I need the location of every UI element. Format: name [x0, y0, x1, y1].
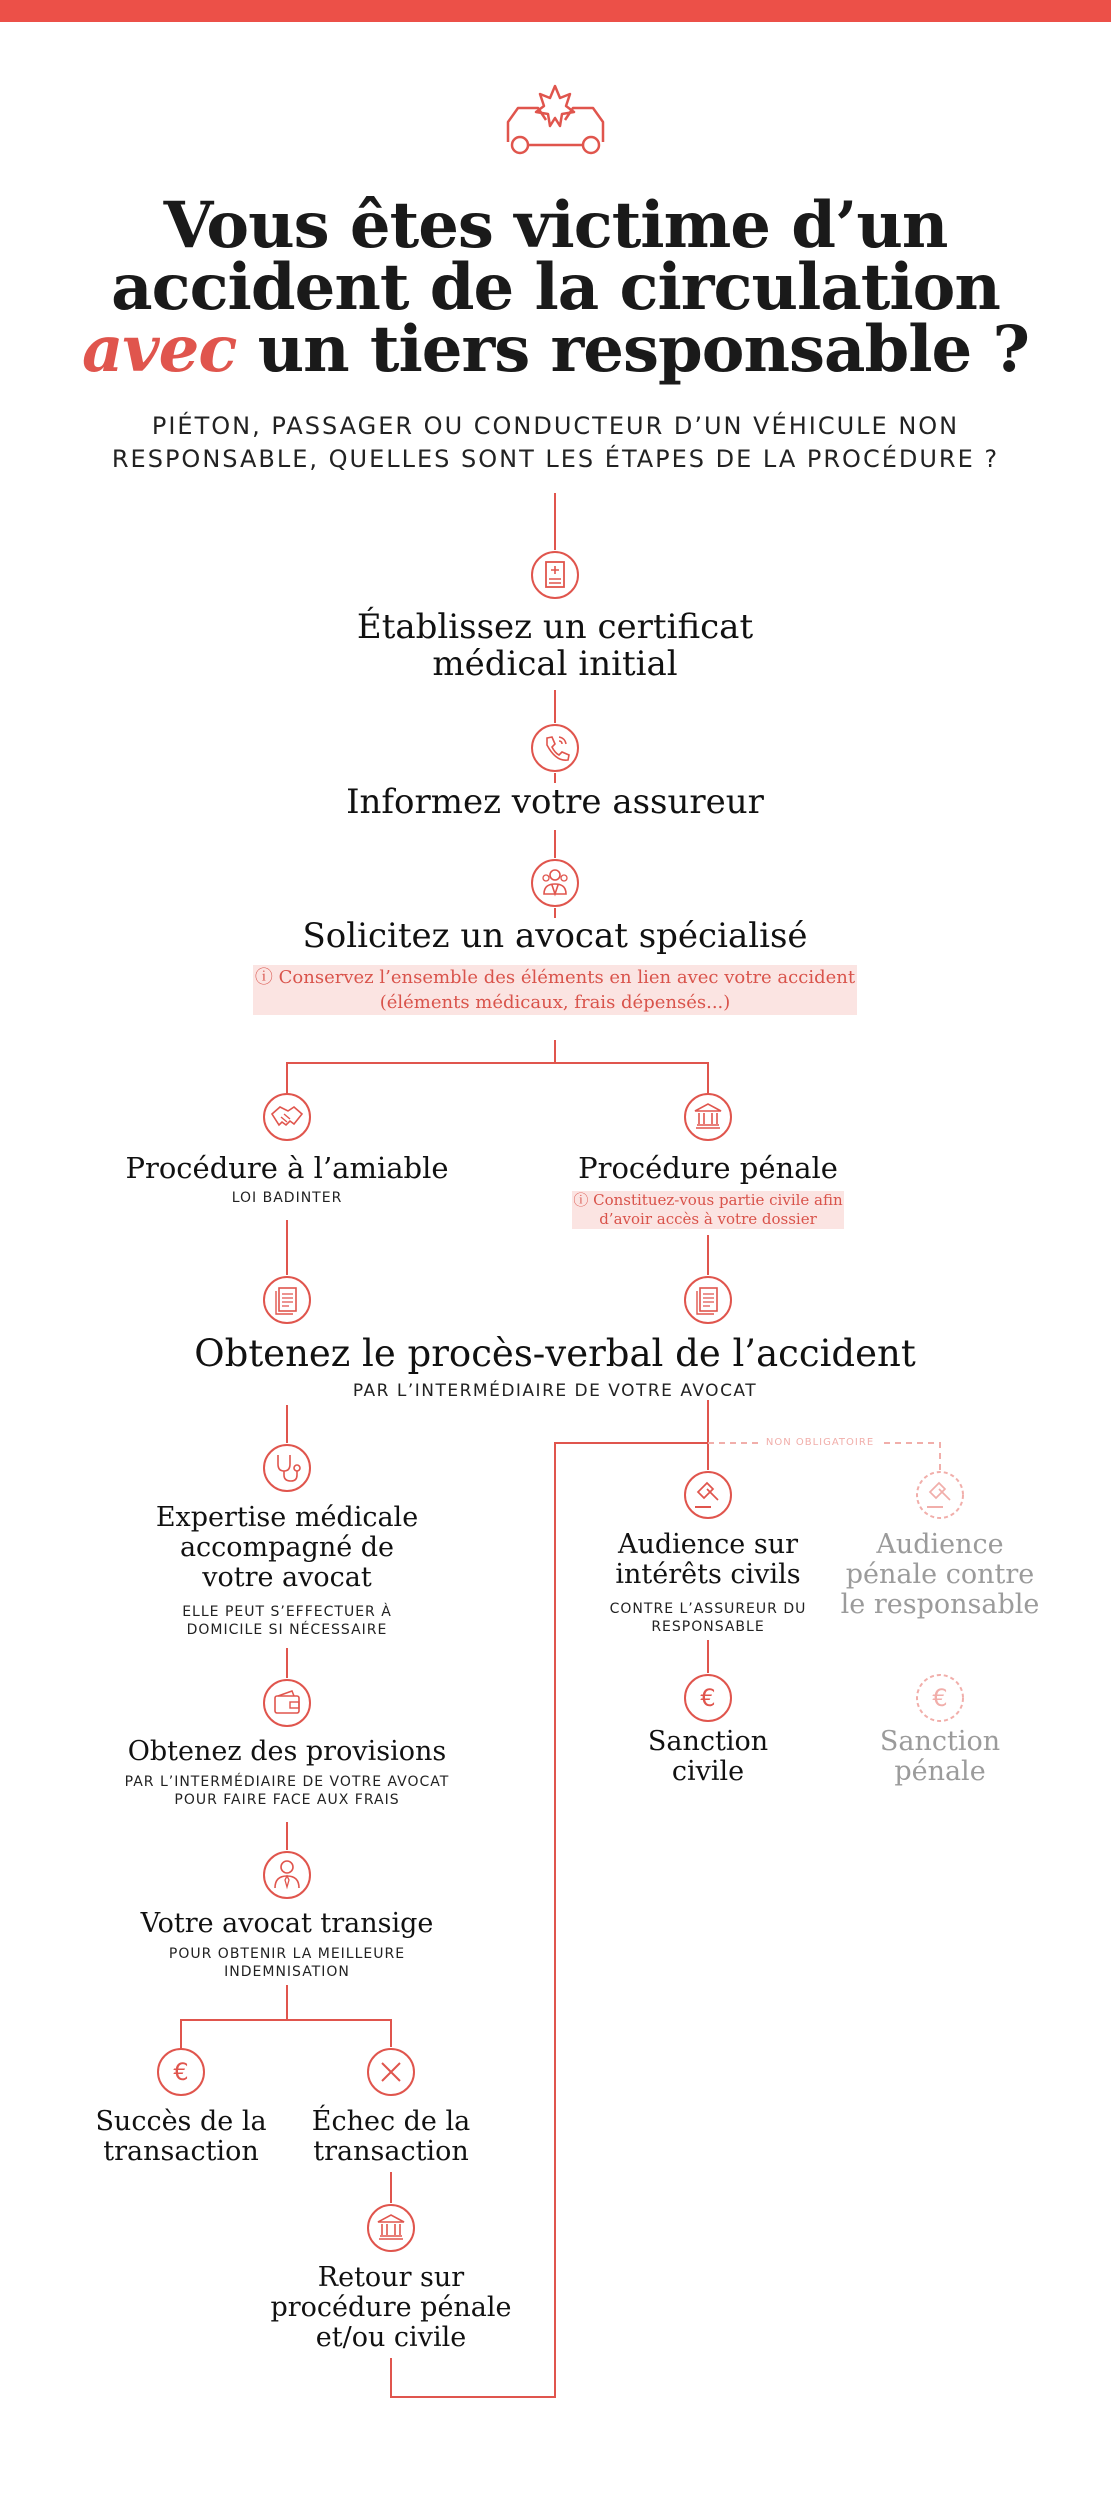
euro-icon: [683, 1673, 733, 1723]
step-provisions: Obtenez des provisions: [127, 1736, 447, 1767]
svg-text:€: €: [173, 2058, 189, 2086]
expertise-line-1: Expertise médicale: [155, 1502, 419, 1533]
step-proces-verbal: Obtenez le procès-verbal de l’accident: [194, 1332, 916, 1375]
gavel-icon: [683, 1470, 733, 1520]
step-retour: [241, 2263, 541, 2353]
penale-note-line-1: ⓘ Constituez-vous partie civile afin: [573, 1191, 843, 1209]
provisions-caption-line-2: POUR FAIRE FACE AUX FRAIS: [174, 1792, 400, 1808]
expertise-line-3: votre avocat: [202, 1562, 372, 1593]
sanction-civile-line-1: Sanction: [647, 1726, 769, 1757]
audience-penale-line-1: Audience: [876, 1529, 1004, 1560]
svg-text:€: €: [700, 1684, 716, 1712]
succes-line-2: transaction: [103, 2136, 259, 2167]
provisions-caption: [87, 1773, 487, 1809]
penale-note-line-2: d’avoir accès à votre dossier: [599, 1210, 817, 1228]
page-title: [60, 188, 1051, 387]
expertise-caption: [117, 1603, 457, 1639]
title-line-3: [60, 312, 1051, 387]
step-certificat-line-1: Établissez un certificat: [356, 607, 754, 647]
step-amiable: Procédure à l’amiable: [125, 1151, 449, 1185]
audience-civile-line-2: intérêts civils: [615, 1559, 801, 1590]
transige-caption-line-1: POUR OBTENIR LA MEILLEURE: [168, 1946, 406, 1962]
title-line-1: Vous êtes victime d’un: [163, 188, 948, 263]
pv-caption: PAR L’INTERMÉDIAIRE DE VOTRE AVOCAT: [352, 1381, 758, 1401]
retour-line-1: Retour sur: [317, 2262, 465, 2293]
expertise-caption-line-2: DOMICILE SI NÉCESSAIRE: [186, 1622, 388, 1638]
expertise-caption-line-1: ELLE PEUT S’EFFECTUER À: [182, 1604, 392, 1620]
gavel-icon: [915, 1470, 965, 1520]
courthouse-icon: [366, 2203, 416, 2253]
step-audience-penale: [820, 1530, 1060, 1620]
sanction-penale-line-2: pénale: [894, 1756, 986, 1787]
courthouse-icon: [683, 1092, 733, 1142]
avocat-info-note: [253, 965, 857, 1015]
page-subtitle: [100, 410, 1011, 476]
audience-civile-caption-line-2: RESPONSABLE: [651, 1619, 765, 1635]
euro-icon: [156, 2047, 206, 2097]
medical-document-icon: [530, 550, 580, 600]
amiable-caption: LOI BADINTER: [231, 1190, 343, 1206]
euro-icon: [915, 1673, 965, 1723]
transige-caption: [87, 1945, 487, 1981]
step-sanction-civile: [588, 1727, 828, 1787]
step-penale: Procédure pénale: [578, 1151, 838, 1185]
title-line-3-rest: un tiers responsable ?: [236, 312, 1030, 387]
report-document-icon: [683, 1275, 733, 1325]
echec-line-2: transaction: [313, 2136, 469, 2167]
person-tie-icon: [262, 1850, 312, 1900]
car-crash-icon: [498, 80, 613, 158]
step-audience-civile: [588, 1530, 828, 1590]
handshake-icon: [262, 1092, 312, 1142]
subtitle-line-2: RESPONSABLE, QUELLES SONT LES ÉTAPES DE LA PROCÉDURE ?: [111, 445, 1000, 473]
transige-caption-line-2: INDEMNISATION: [224, 1964, 350, 1980]
step-echec: [281, 2107, 501, 2167]
avocat-note-line-1: ⓘ Conservez l’ensemble des éléments en lien avec votre accident: [254, 967, 856, 988]
audience-penale-line-2: pénale contre: [845, 1559, 1035, 1590]
title-accent-word: avec: [81, 312, 237, 387]
stethoscope-icon: [262, 1443, 312, 1493]
non-obligatoire-label: NON OBLIGATOIRE: [760, 1436, 880, 1450]
audience-civile-caption: [588, 1600, 828, 1636]
audience-civile-line-1: Audience sur: [617, 1529, 798, 1560]
step-assureur: Informez votre assureur: [346, 782, 764, 822]
phone-icon: [530, 723, 580, 773]
sanction-civile-line-2: civile: [671, 1756, 745, 1787]
wallet-icon: [262, 1678, 312, 1728]
retour-line-3: et/ou civile: [315, 2322, 467, 2353]
penale-info-note: [572, 1191, 844, 1229]
svg-text:€: €: [932, 1684, 948, 1712]
avocat-note-line-2: (éléments médicaux, frais dépensés...): [379, 992, 731, 1013]
succes-line-1: Succès de la: [95, 2106, 267, 2137]
step-avocat: Solicitez un avocat spécialisé: [302, 916, 808, 956]
lawyer-icon: [530, 858, 580, 908]
step-certificat: [255, 609, 855, 683]
step-expertise: [117, 1503, 457, 1593]
step-sanction-penale: [820, 1727, 1060, 1787]
step-transige: Votre avocat transige: [140, 1908, 434, 1939]
cross-icon: [366, 2047, 416, 2097]
step-succes: [71, 2107, 291, 2167]
audience-penale-line-3: le responsable: [840, 1589, 1040, 1620]
title-line-2: accident de la circulation: [111, 250, 1000, 325]
step-certificat-line-2: médical initial: [432, 644, 678, 684]
retour-line-2: procédure pénale: [270, 2292, 512, 2323]
expertise-line-2: accompagné de: [179, 1532, 395, 1563]
audience-civile-caption-line-1: CONTRE L’ASSUREUR DU: [609, 1601, 807, 1617]
report-document-icon: [262, 1275, 312, 1325]
provisions-caption-line-1: PAR L’INTERMÉDIAIRE DE VOTRE AVOCAT: [124, 1774, 450, 1790]
subtitle-line-1: PIÉTON, PASSAGER OU CONDUCTEUR D’UN VÉHICULE NON: [151, 412, 960, 440]
sanction-penale-line-1: Sanction: [879, 1726, 1001, 1757]
echec-line-1: Échec de la: [311, 2106, 471, 2137]
